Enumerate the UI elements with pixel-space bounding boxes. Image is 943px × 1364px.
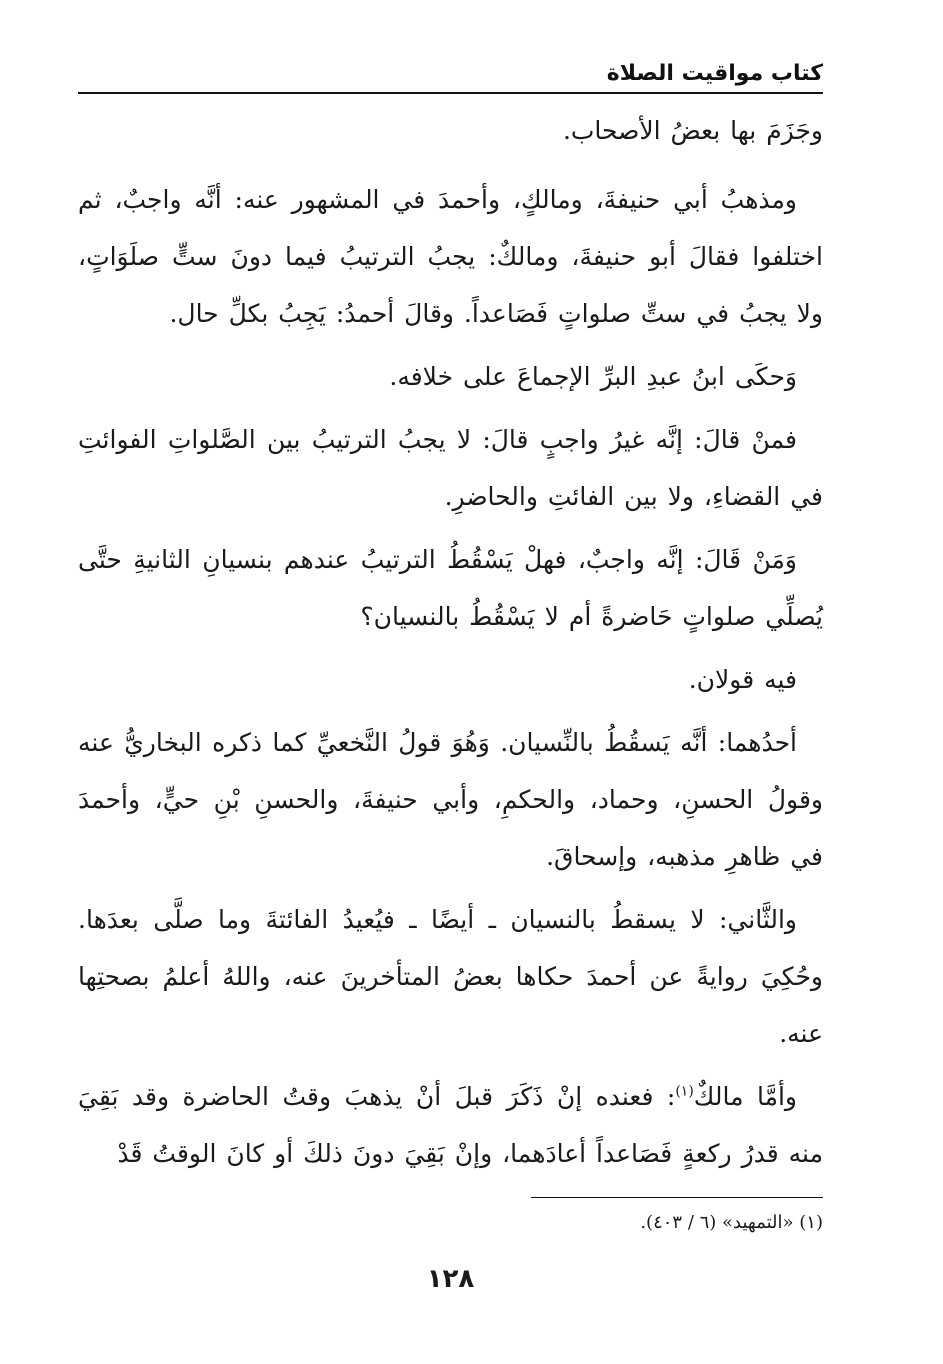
paragraph-6: فيه قولان. [688,665,797,694]
page-number: ١٢٨ [426,1264,475,1294]
running-header: كتاب مواقيت الصلاة [606,61,823,86]
header-rule [78,92,823,94]
paragraph-7: أحدُهما: أنَّه يَسقُطُ بالنِّسيان. وَهُوَ قولُ النَّخعيِّ كما ذكره البخاريُّ عنه وقولُ الحسنِ، وحماد، والحكمِ، وأبي حنيفةَ، والحسنِ بْنِ حيٍّ، وأحمدَ في ظاهرِ مذهبه، وإسحاقَ. [78,728,823,871]
paragraph-9 [78,1068,823,1182]
book-page [78,40,823,1330]
footnote: (١) «التمهيد» (٦ / ٤٠٣). [640,1212,823,1233]
paragraph-9-text: : فعنده إنْ ذَكَرَ قبلَ أنْ يذهبَ وقتُ الحاضرة وقد بَقِيَ منه قدرُ ركعةٍ فَصَاعداً أعادَهما، وإنْ بَقِيَ دونَ ذلكَ أو كانَ الوقتُ قَدْ [78,1082,823,1168]
paragraph-3: وَحكَى ابنُ عبدِ البرِّ الإجماعَ على خلافه. [389,362,797,391]
paragraph-4: فمنْ قالَ: إنَّه غيرُ واجبٍ قالَ: لا يجبُ الترتيبُ بين الصَّلواتِ الفوائتِ في القضاءِ، ولا بين الفائتِ والحاضرِ. [78,425,823,511]
paragraph-1: وجَزَمَ بها بعضُ الأصحاب. [562,116,823,145]
paragraph-8: والثَّاني: لا يسقطُ بالنسيان ـ أيضًا ـ فيُعيدُ الفائتةَ وما صلَّى بعدَها. وحُكِيَ روايةً عن أحمدَ حكاها بعضُ المتأخرينَ عنه، واللهُ أعلمُ بصحتِها عنه. [78,905,823,1048]
paragraph-5: وَمَنْ قَالَ: إنَّه واجبٌ، فهلْ يَسْقُطُ الترتيبُ عندهم بنسيانِ الثانيةِ حتَّى يُصلِّي صلواتٍ حَاضرةً أم لا يَسْقُطُ بالنسيان؟ [78,545,823,631]
footnote-rule [531,1197,823,1198]
paragraph-2: ومذهبُ أبي حنيفةَ، ومالكٍ، وأحمدَ في المشهور عنه: أنَّه واجبٌ، ثم اختلفوا فقالَ أبو حنيفةَ، ومالكٌ: يجبُ الترتيبُ فيما دونَ ستٍّ صلَوَاتٍ، ولا يجبُ في ستِّ صلواتٍ فَصَاعداً. وقالَ أحمدُ: يَجِبُ بكلِّ حال. [78,185,823,328]
paragraph-9-lead: وأمَّا مالكٌ [693,1082,798,1111]
body-text [78,102,823,1182]
footnote-marker[interactable]: (١) [675,1083,694,1100]
